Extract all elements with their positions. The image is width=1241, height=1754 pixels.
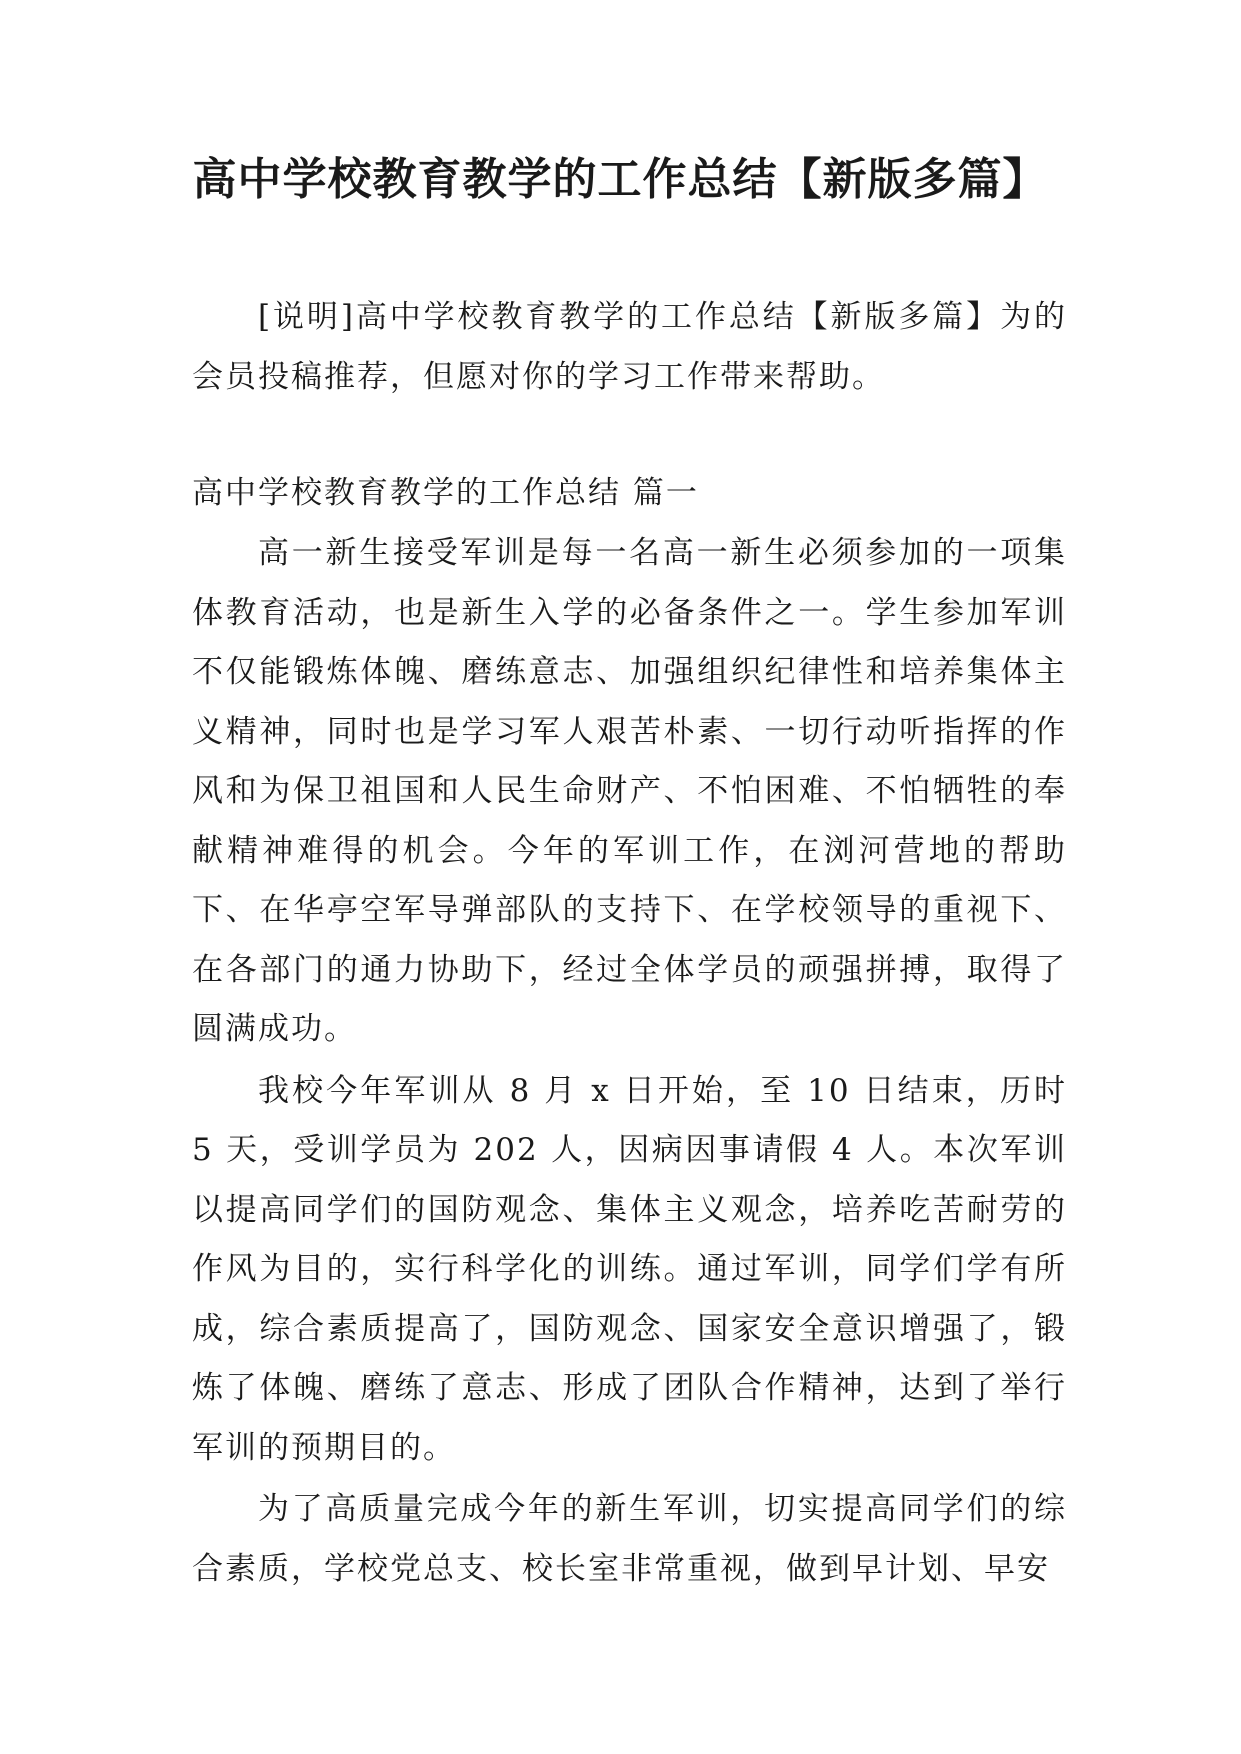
document-title: 高中学校教育教学的工作总结【新版多篇】 — [192, 154, 1048, 205]
paragraph: 为了高质量完成今年的新生军训，切实提高同学们的综合素质，学校党总支、校长室非常重视，做到早计划、早安 — [192, 1491, 1067, 1587]
paragraph: 高一新生接受军训是每一名高一新生必须参加的一项集体教育活动，也是新生入学的必备条件之一。学生参加军训不仅能锻炼体魄、磨练意志、加强组织纪律性和培养集体主义精神，同时也是学习军人艰苦朴素、一切行动听指挥的作风和为保卫祖国和人民生命财产、不怕困难、不怕牺牲的奉献精神难得的机会。今年的军训工作，在浏河营地的帮助下、在华亭空军导弹部队的支持下、在学校领导的重视下、在各部门的通力协助下，经过全体学员的顽强拼搏，取得了圆满成功。 — [192, 535, 1067, 1047]
document-note: [说明]高中学校教育教学的工作总结【新版多篇】为的会员投稿推荐，但愿对你的学习工作带来帮助。 — [192, 299, 1067, 395]
section-body — [192, 524, 1067, 1601]
section-heading: 高中学校教育教学的工作总结 篇一 — [192, 475, 699, 511]
paragraph: 我校今年军训从 8 月 x 日开始，至 10 日结束，历时 5 天，受训学员为 202 人，因病因事请假 4 人。本次军训以提高同学们的国防观念、集体主义观念，培养吃苦耐劳的作风为目的，实行科学化的训练。通过军训，同学们学有所成，综合素质提高了，国防观念、国家安全意识增强了，锻炼了体魄、磨练了意志、形成了团队合作精神，达到了举行军训的预期目的。 — [192, 1072, 1067, 1466]
